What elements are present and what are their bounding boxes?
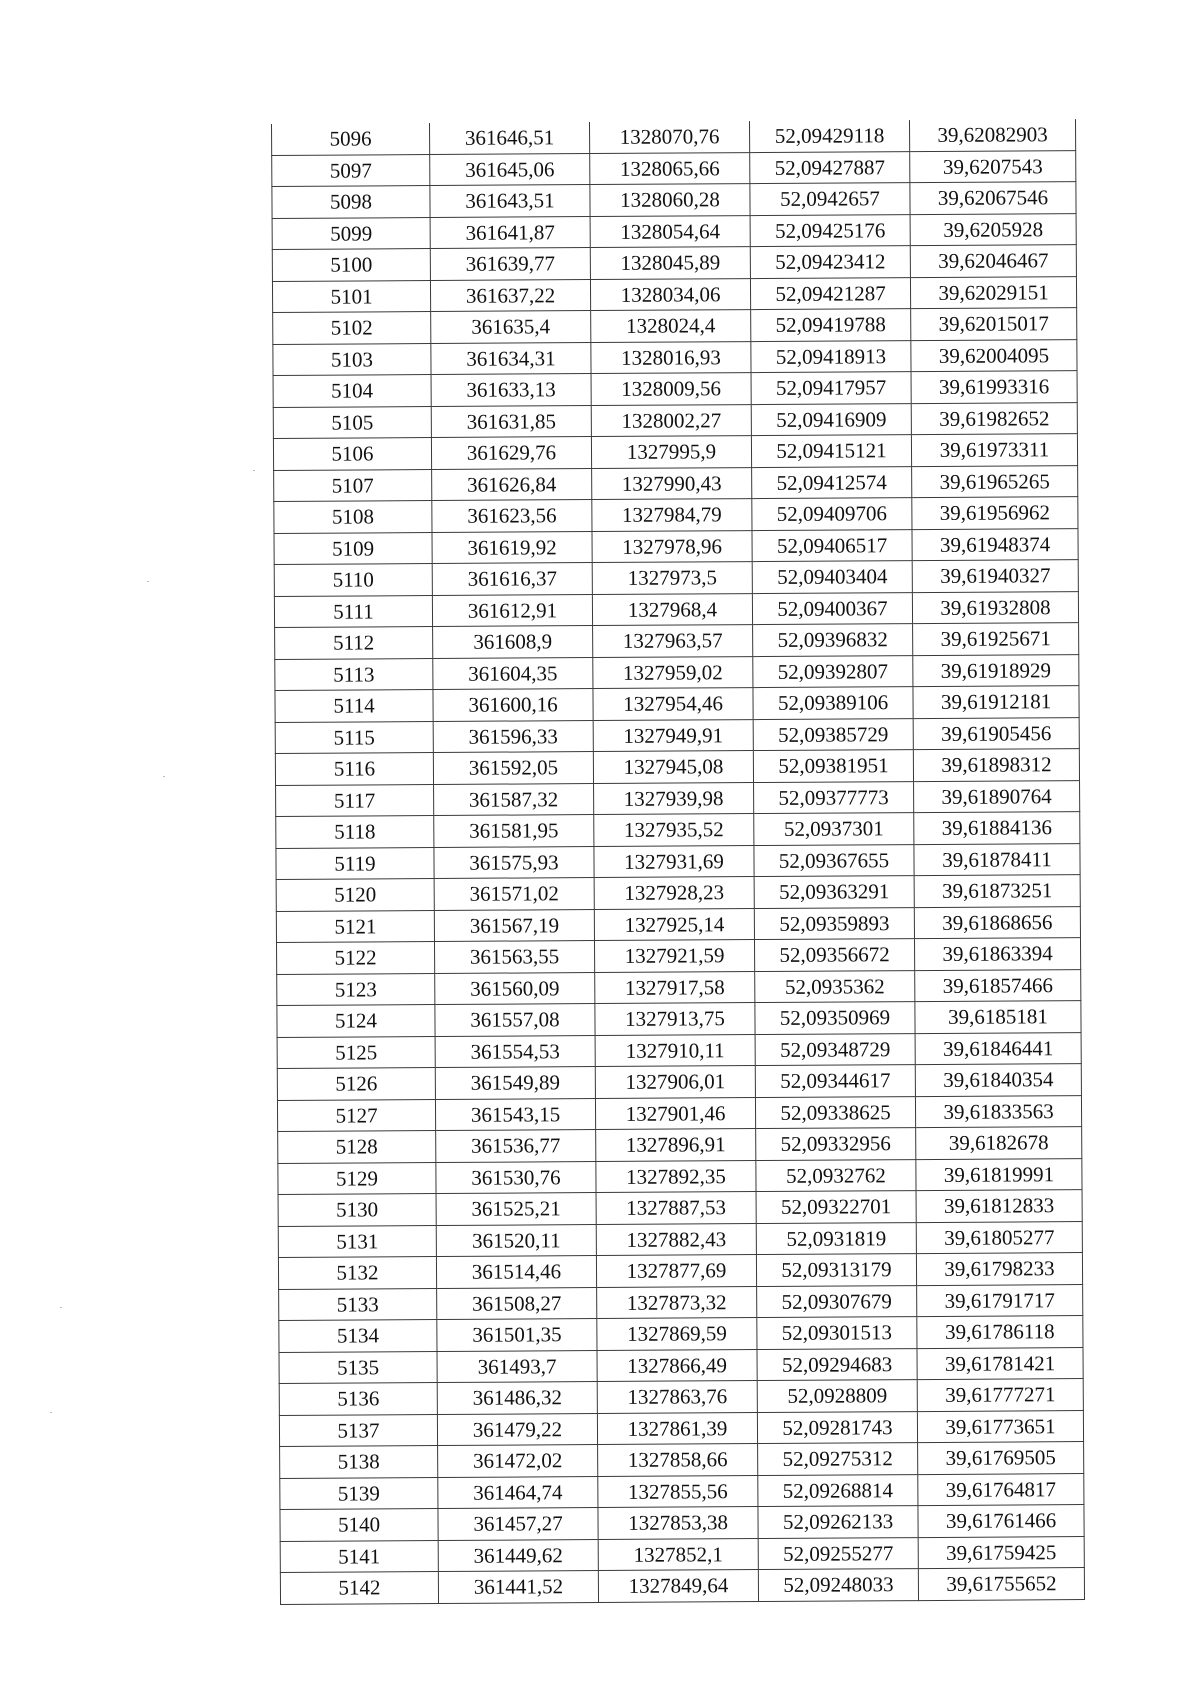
y-coordinate-cell: 1327849,64 [598, 1570, 758, 1602]
x-coordinate-cell: 361592,05 [433, 752, 593, 784]
y-coordinate-cell: 1327863,76 [597, 1381, 757, 1413]
table-row [277, 1001, 1081, 1037]
longitude-cell: 39,61925671 [913, 623, 1079, 656]
point-number-cell: 5108 [274, 501, 432, 533]
table-row [276, 938, 1080, 974]
point-number-cell: 5099 [272, 217, 430, 249]
y-coordinate-cell: 1328045,89 [590, 247, 750, 279]
y-coordinate-cell: 1327990,43 [592, 467, 752, 499]
y-coordinate-cell: 1327852,1 [598, 1538, 758, 1570]
y-coordinate-cell: 1327968,4 [592, 593, 752, 625]
y-coordinate-cell: 1327866,49 [597, 1349, 757, 1381]
point-number-cell: 5125 [277, 1036, 435, 1068]
longitude-cell: 39,61773651 [917, 1410, 1083, 1443]
latitude-cell: 52,09363291 [754, 876, 914, 908]
y-coordinate-cell: 1327855,56 [598, 1475, 758, 1507]
longitude-cell: 39,61791717 [917, 1284, 1083, 1317]
y-coordinate-cell: 1327892,35 [596, 1160, 756, 1192]
y-coordinate-cell: 1327963,57 [593, 625, 753, 657]
y-coordinate-cell: 1328034,06 [590, 278, 750, 310]
latitude-cell: 52,09294683 [757, 1348, 917, 1380]
x-coordinate-cell: 361549,89 [435, 1067, 595, 1099]
point-number-cell: 5134 [279, 1320, 437, 1352]
table-row [273, 308, 1077, 344]
latitude-cell: 52,09348729 [755, 1033, 915, 1065]
y-coordinate-cell: 1327869,59 [597, 1318, 757, 1350]
point-number-cell: 5132 [278, 1257, 436, 1289]
x-coordinate-cell: 361629,76 [431, 437, 591, 469]
point-number-cell: 5139 [280, 1477, 438, 1509]
latitude-cell: 52,09332956 [756, 1128, 916, 1160]
scan-speck [50, 1412, 52, 1413]
table-row [274, 560, 1078, 596]
point-number-cell: 5111 [274, 595, 432, 627]
y-coordinate-cell: 1327935,52 [594, 814, 754, 846]
longitude-cell: 39,61948374 [912, 528, 1078, 561]
y-coordinate-cell: 1327984,79 [592, 499, 752, 531]
latitude-cell: 52,0928809 [757, 1380, 917, 1412]
latitude-cell: 52,09248033 [758, 1569, 918, 1601]
x-coordinate-cell: 361530,76 [436, 1161, 596, 1193]
latitude-cell: 52,09409706 [752, 498, 912, 530]
latitude-cell: 52,09275312 [758, 1443, 918, 1475]
x-coordinate-cell: 361604,35 [433, 657, 593, 689]
longitude-cell: 39,61878411 [914, 843, 1080, 876]
longitude-cell: 39,61982652 [911, 402, 1077, 435]
latitude-cell: 52,09403404 [752, 561, 912, 593]
longitude-cell: 39,61777271 [917, 1379, 1083, 1412]
latitude-cell: 52,09313179 [756, 1254, 916, 1286]
longitude-cell: 39,62067546 [910, 182, 1076, 215]
x-coordinate-cell: 361560,09 [435, 972, 595, 1004]
table-row [274, 497, 1078, 533]
y-coordinate-cell: 1327917,58 [595, 971, 755, 1003]
table-row [272, 245, 1076, 281]
latitude-cell: 52,0937301 [754, 813, 914, 845]
table-row [280, 1473, 1084, 1509]
point-number-cell: 5114 [275, 690, 433, 722]
table-row [275, 654, 1079, 690]
longitude-cell: 39,61805277 [916, 1221, 1082, 1254]
table-row [276, 812, 1080, 848]
y-coordinate-cell: 1328054,64 [590, 215, 750, 247]
table-row [275, 717, 1079, 753]
y-coordinate-cell: 1328016,93 [591, 341, 751, 373]
x-coordinate-cell: 361645,06 [430, 153, 590, 185]
latitude-cell: 52,09412574 [752, 466, 912, 498]
table-row [273, 402, 1077, 438]
table-row [273, 434, 1077, 470]
scan-speck [163, 776, 165, 777]
table-row [274, 591, 1078, 627]
latitude-cell: 52,09367655 [754, 844, 914, 876]
point-number-cell: 5138 [280, 1446, 438, 1478]
x-coordinate-cell: 361479,22 [437, 1413, 597, 1445]
y-coordinate-cell: 1328002,27 [591, 404, 751, 436]
y-coordinate-cell: 1327853,38 [598, 1507, 758, 1539]
longitude-cell: 39,61956962 [912, 497, 1078, 530]
longitude-cell: 39,61884136 [914, 812, 1080, 845]
point-number-cell: 5133 [279, 1288, 437, 1320]
latitude-cell: 52,09389106 [753, 687, 913, 719]
latitude-cell: 52,09381951 [753, 750, 913, 782]
table-row [278, 1221, 1082, 1257]
y-coordinate-cell: 1327949,91 [593, 719, 753, 751]
latitude-cell: 52,0935362 [755, 970, 915, 1002]
x-coordinate-cell: 361457,27 [438, 1508, 598, 1540]
point-number-cell: 5122 [276, 942, 434, 974]
x-coordinate-cell: 361641,87 [430, 216, 590, 248]
latitude-cell: 52,09322701 [756, 1191, 916, 1223]
y-coordinate-cell: 1327959,02 [593, 656, 753, 688]
table-row [276, 843, 1080, 879]
table-row [277, 1095, 1081, 1131]
x-coordinate-cell: 361646,51 [429, 122, 589, 154]
longitude-cell: 39,61812833 [916, 1190, 1082, 1223]
point-number-cell: 5130 [278, 1194, 436, 1226]
y-coordinate-cell: 1327973,5 [592, 562, 752, 594]
latitude-cell: 52,09392807 [753, 655, 913, 687]
longitude-cell: 39,62004095 [911, 339, 1077, 372]
latitude-cell: 52,09377773 [754, 781, 914, 813]
x-coordinate-cell: 361612,91 [432, 594, 592, 626]
table-row [278, 1190, 1082, 1226]
point-number-cell: 5110 [274, 564, 432, 596]
x-coordinate-cell: 361514,46 [436, 1256, 596, 1288]
table-row [273, 371, 1077, 407]
latitude-cell: 52,0942657 [750, 183, 910, 215]
latitude-cell: 52,09421287 [750, 277, 910, 309]
table-row [279, 1347, 1083, 1383]
longitude-cell: 39,61912181 [913, 686, 1079, 719]
x-coordinate-cell: 361508,27 [437, 1287, 597, 1319]
x-coordinate-cell: 361464,74 [438, 1476, 598, 1508]
y-coordinate-cell: 1327873,32 [597, 1286, 757, 1318]
table-row [276, 906, 1080, 942]
point-number-cell: 5128 [278, 1131, 436, 1163]
x-coordinate-cell: 361557,08 [435, 1004, 595, 1036]
x-coordinate-cell: 361643,51 [430, 185, 590, 217]
y-coordinate-cell: 1327945,08 [593, 751, 753, 783]
y-coordinate-cell: 1327995,9 [591, 436, 751, 468]
longitude-cell: 39,61761466 [918, 1505, 1084, 1538]
x-coordinate-cell: 361554,53 [435, 1035, 595, 1067]
y-coordinate-cell: 1327858,66 [598, 1444, 758, 1476]
point-number-cell: 5118 [276, 816, 434, 848]
x-coordinate-cell: 361619,92 [432, 531, 592, 563]
longitude-cell: 39,62015017 [911, 308, 1077, 341]
longitude-cell: 39,61846441 [915, 1032, 1081, 1065]
table-row [275, 686, 1079, 722]
longitude-cell: 39,61863394 [914, 938, 1080, 971]
y-coordinate-cell: 1327861,39 [597, 1412, 757, 1444]
point-number-cell: 5135 [279, 1351, 437, 1383]
table-row [272, 276, 1076, 312]
latitude-cell: 52,09396832 [753, 624, 913, 656]
x-coordinate-cell: 361441,52 [438, 1571, 598, 1603]
x-coordinate-cell: 361571,02 [434, 878, 594, 910]
y-coordinate-cell: 1327978,96 [592, 530, 752, 562]
table-row [278, 1127, 1082, 1163]
x-coordinate-cell: 361623,56 [432, 500, 592, 532]
y-coordinate-cell: 1328024,4 [591, 310, 751, 342]
latitude-cell: 52,09417957 [751, 372, 911, 404]
point-number-cell: 5120 [276, 879, 434, 911]
longitude-cell: 39,61857466 [915, 969, 1081, 1002]
table-row [280, 1568, 1084, 1604]
latitude-cell: 52,09359893 [754, 907, 914, 939]
table-row [276, 875, 1080, 911]
point-number-cell: 5119 [276, 847, 434, 879]
point-number-cell: 5098 [272, 186, 430, 218]
table-row [278, 1253, 1082, 1289]
x-coordinate-cell: 361575,93 [434, 846, 594, 878]
latitude-cell: 52,09425176 [750, 214, 910, 246]
table-row [279, 1379, 1083, 1415]
point-number-cell: 5136 [279, 1383, 437, 1415]
longitude-cell: 39,6205928 [910, 213, 1076, 246]
x-coordinate-cell: 361525,21 [436, 1193, 596, 1225]
y-coordinate-cell: 1327928,23 [594, 877, 754, 909]
longitude-cell: 39,61932808 [912, 591, 1078, 624]
point-number-cell: 5141 [280, 1540, 438, 1572]
latitude-cell: 52,09301513 [757, 1317, 917, 1349]
table-row [274, 465, 1078, 501]
latitude-cell: 52,0931819 [756, 1222, 916, 1254]
latitude-cell: 52,0932762 [756, 1159, 916, 1191]
table-row [273, 339, 1077, 375]
y-coordinate-cell: 1327882,43 [596, 1223, 756, 1255]
longitude-cell: 39,61840354 [915, 1064, 1081, 1097]
point-number-cell: 5100 [272, 249, 430, 281]
table-row [278, 1158, 1082, 1194]
y-coordinate-cell: 1327906,01 [595, 1066, 755, 1098]
latitude-cell: 52,09262133 [758, 1506, 918, 1538]
x-coordinate-cell: 361449,62 [438, 1539, 598, 1571]
latitude-cell: 52,09400367 [752, 592, 912, 624]
table-row [277, 969, 1081, 1005]
x-coordinate-cell: 361608,9 [433, 626, 593, 658]
table-row [275, 749, 1079, 785]
longitude-cell: 39,6185181 [915, 1001, 1081, 1034]
point-number-cell: 5117 [276, 784, 434, 816]
x-coordinate-cell: 361626,84 [432, 468, 592, 500]
table-row [279, 1410, 1083, 1446]
longitude-cell: 39,61769505 [918, 1442, 1084, 1475]
longitude-cell: 39,61833563 [915, 1095, 1081, 1128]
coordinates-table [271, 119, 1085, 1604]
longitude-cell: 39,62046467 [910, 245, 1076, 278]
longitude-cell: 39,61786118 [917, 1316, 1083, 1349]
table-row [280, 1505, 1084, 1541]
x-coordinate-cell: 361520,11 [436, 1224, 596, 1256]
table-row [277, 1032, 1081, 1068]
table-row [279, 1284, 1083, 1320]
latitude-cell: 52,09427887 [750, 151, 910, 183]
latitude-cell: 52,09255277 [758, 1537, 918, 1569]
y-coordinate-cell: 1327910,11 [595, 1034, 755, 1066]
point-number-cell: 5112 [275, 627, 433, 659]
x-coordinate-cell: 361536,77 [436, 1130, 596, 1162]
latitude-cell: 52,09429118 [749, 120, 909, 152]
table-row [272, 150, 1076, 186]
latitude-cell: 52,09307679 [757, 1285, 917, 1317]
table-row [279, 1316, 1083, 1352]
x-coordinate-cell: 361581,95 [434, 815, 594, 847]
longitude-cell: 39,61798233 [916, 1253, 1082, 1286]
scan-speck [60, 1307, 62, 1308]
longitude-cell: 39,61873251 [914, 875, 1080, 908]
point-number-cell: 5109 [274, 532, 432, 564]
longitude-cell: 39,61993316 [911, 371, 1077, 404]
latitude-cell: 52,09356672 [754, 939, 914, 971]
x-coordinate-cell: 361637,22 [430, 279, 590, 311]
point-number-cell: 5142 [280, 1572, 438, 1604]
longitude-cell: 39,61965265 [912, 465, 1078, 498]
y-coordinate-cell: 1327925,14 [594, 908, 754, 940]
point-number-cell: 5127 [277, 1099, 435, 1131]
point-number-cell: 5101 [272, 280, 430, 312]
point-number-cell: 5115 [275, 721, 433, 753]
longitude-cell: 39,61940327 [912, 560, 1078, 593]
table-row [272, 119, 1076, 155]
latitude-cell: 52,09418913 [751, 340, 911, 372]
table-row [276, 780, 1080, 816]
longitude-cell: 39,61819991 [916, 1158, 1082, 1191]
longitude-cell: 39,61898312 [913, 749, 1079, 782]
y-coordinate-cell: 1328070,76 [589, 121, 749, 153]
latitude-cell: 52,09281743 [757, 1411, 917, 1443]
coordinates-table-body [272, 119, 1085, 1604]
longitude-cell: 39,61973311 [911, 434, 1077, 467]
longitude-cell: 39,61905456 [913, 717, 1079, 750]
latitude-cell: 52,09406517 [752, 529, 912, 561]
y-coordinate-cell: 1327954,46 [593, 688, 753, 720]
x-coordinate-cell: 361616,37 [432, 563, 592, 595]
x-coordinate-cell: 361634,31 [431, 342, 591, 374]
point-number-cell: 5121 [276, 910, 434, 942]
y-coordinate-cell: 1328065,66 [590, 152, 750, 184]
longitude-cell: 39,61764817 [918, 1473, 1084, 1506]
y-coordinate-cell: 1327901,46 [595, 1097, 755, 1129]
table-row [280, 1442, 1084, 1478]
x-coordinate-cell: 361493,7 [437, 1350, 597, 1382]
latitude-cell: 52,09419788 [751, 309, 911, 341]
table-row [277, 1064, 1081, 1100]
latitude-cell: 52,09350969 [755, 1002, 915, 1034]
point-number-cell: 5107 [274, 469, 432, 501]
point-number-cell: 5131 [278, 1225, 436, 1257]
x-coordinate-cell: 361567,19 [434, 909, 594, 941]
table-row [272, 182, 1076, 218]
point-number-cell: 5106 [273, 438, 431, 470]
point-number-cell: 5116 [275, 753, 433, 785]
x-coordinate-cell: 361563,55 [434, 941, 594, 973]
latitude-cell: 52,09344617 [755, 1065, 915, 1097]
latitude-cell: 52,09385729 [753, 718, 913, 750]
point-number-cell: 5126 [277, 1068, 435, 1100]
scan-speck [253, 470, 255, 471]
y-coordinate-cell: 1328009,56 [591, 373, 751, 405]
x-coordinate-cell: 361635,4 [431, 311, 591, 343]
latitude-cell: 52,09423412 [750, 246, 910, 278]
point-number-cell: 5129 [278, 1162, 436, 1194]
x-coordinate-cell: 361633,13 [431, 374, 591, 406]
longitude-cell: 39,61918929 [913, 654, 1079, 687]
point-number-cell: 5113 [275, 658, 433, 690]
x-coordinate-cell: 361596,33 [433, 720, 593, 752]
table-row [274, 528, 1078, 564]
latitude-cell: 52,09416909 [751, 403, 911, 435]
y-coordinate-cell: 1327887,53 [596, 1192, 756, 1224]
table-row [272, 213, 1076, 249]
point-number-cell: 5102 [273, 312, 431, 344]
x-coordinate-cell: 361639,77 [430, 248, 590, 280]
y-coordinate-cell: 1327896,91 [596, 1129, 756, 1161]
y-coordinate-cell: 1327939,98 [594, 782, 754, 814]
longitude-cell: 39,61759425 [918, 1536, 1084, 1569]
point-number-cell: 5124 [277, 1005, 435, 1037]
longitude-cell: 39,61868656 [914, 906, 1080, 939]
point-number-cell: 5105 [273, 406, 431, 438]
latitude-cell: 52,09338625 [755, 1096, 915, 1128]
point-number-cell: 5097 [272, 154, 430, 186]
point-number-cell: 5137 [279, 1414, 437, 1446]
x-coordinate-cell: 361501,35 [437, 1319, 597, 1351]
longitude-cell: 39,6207543 [910, 150, 1076, 183]
y-coordinate-cell: 1327877,69 [596, 1255, 756, 1287]
x-coordinate-cell: 361543,15 [435, 1098, 595, 1130]
point-number-cell: 5096 [272, 123, 430, 155]
point-number-cell: 5104 [273, 375, 431, 407]
point-number-cell: 5140 [280, 1509, 438, 1541]
y-coordinate-cell: 1327913,75 [595, 1003, 755, 1035]
x-coordinate-cell: 361587,32 [434, 783, 594, 815]
y-coordinate-cell: 1327931,69 [594, 845, 754, 877]
table-row [280, 1536, 1084, 1572]
longitude-cell: 39,6182678 [916, 1127, 1082, 1160]
y-coordinate-cell: 1328060,28 [590, 184, 750, 216]
longitude-cell: 39,62029151 [910, 276, 1076, 309]
longitude-cell: 39,61781421 [917, 1347, 1083, 1380]
point-number-cell: 5103 [273, 343, 431, 375]
latitude-cell: 52,09268814 [758, 1474, 918, 1506]
latitude-cell: 52,09415121 [751, 435, 911, 467]
longitude-cell: 39,62082903 [909, 119, 1075, 151]
y-coordinate-cell: 1327921,59 [594, 940, 754, 972]
x-coordinate-cell: 361600,16 [433, 689, 593, 721]
longitude-cell: 39,61890764 [914, 780, 1080, 813]
point-number-cell: 5123 [277, 973, 435, 1005]
scan-speck [147, 581, 149, 582]
x-coordinate-cell: 361472,02 [438, 1445, 598, 1477]
x-coordinate-cell: 361486,32 [437, 1382, 597, 1414]
longitude-cell: 39,61755652 [918, 1568, 1084, 1601]
x-coordinate-cell: 361631,85 [431, 405, 591, 437]
table-row [275, 623, 1079, 659]
